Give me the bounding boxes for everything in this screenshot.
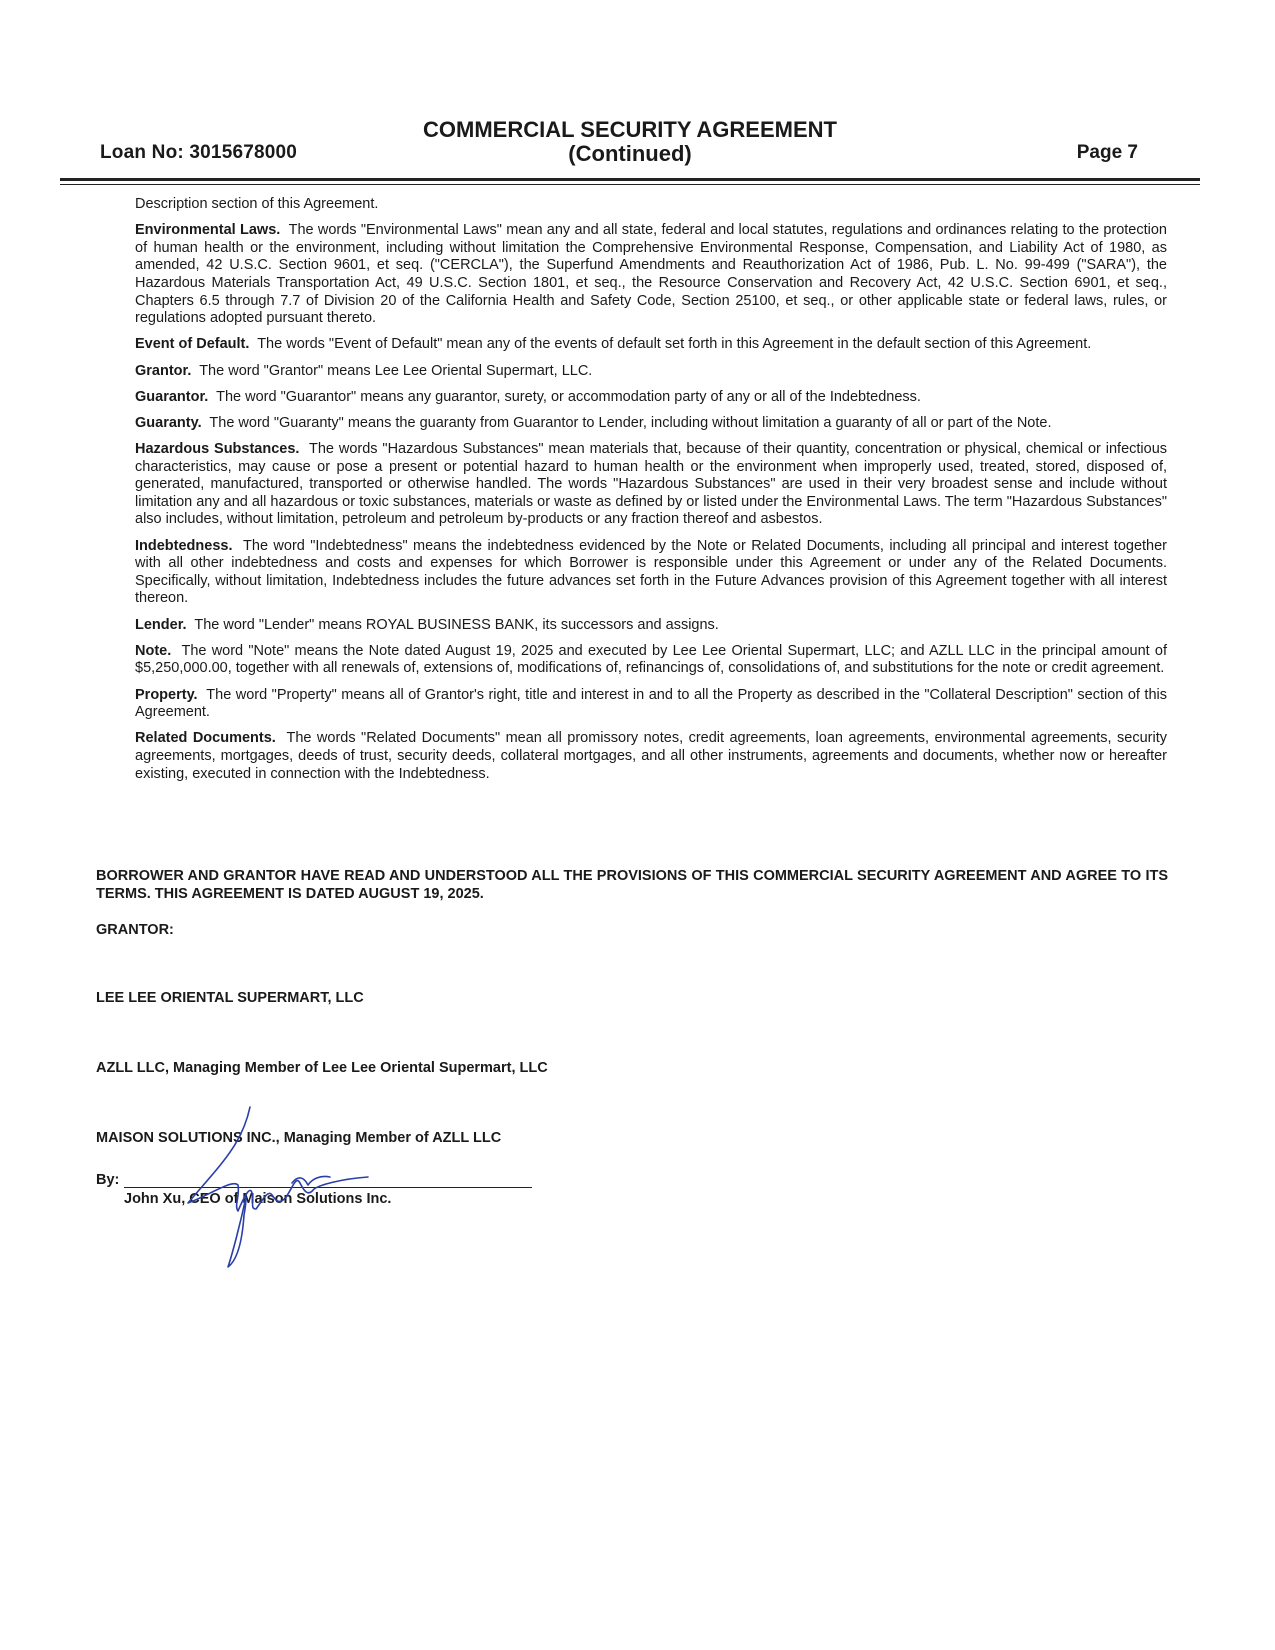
- grantor-label: GRANTOR:: [96, 922, 174, 938]
- definition-term: Related Documents.: [135, 730, 276, 747]
- document-title: [60, 118, 1200, 166]
- closing-statement: BORROWER AND GRANTOR HAVE READ AND UNDERSTOOD ALL THE PROVISIONS OF THIS COMMERCIAL SECURITY AGREEMENT AND AGREE TO ITS TERMS. THIS AGREEMENT IS DATED AUGUST 19, 2025.: [96, 868, 1168, 902]
- definition-term: Grantor.: [135, 362, 192, 379]
- page-number: Page 7: [1076, 142, 1138, 163]
- definition-event-of-default: [135, 336, 1167, 354]
- definition-text: The word "Guarantor" means any guarantor, surety, or accommodation party of any or all of the Indebtedness.: [216, 388, 921, 405]
- definition-text: The word "Note" means the Note dated August 19, 2025 and executed by Lee Lee Oriental Supermart, LLC; and AZLL LLC in the principal amount of $5,250,000.00, together with all renewals of, extensions of, modifications of, refinancings of, consolidations of, and substitutions for the note or credit agreement.: [135, 642, 1167, 677]
- definition-hazardous-substances: [135, 441, 1167, 529]
- definition-term: Property.: [135, 686, 198, 703]
- title-line-1: COMMERCIAL SECURITY AGREEMENT: [423, 117, 837, 142]
- definition-property: [135, 687, 1167, 722]
- definition-text: The words "Hazardous Substances" mean materials that, because of their quantity, concentration or physical, chemical or infectious characteristics, may cause or pose a present or potential hazard to human health or the environment when improperly used, treated, stored, disposed of, generated, manufactured, transported or otherwise handled. The words "Hazardous Substances" are used in their very broadest sense and include without limitation any and all hazardous or toxic substances, materials or waste as defined by or listed under the Environmental Laws. The term "Hazardous Substances" also includes, without limitation, petroleum and petroleum by-products or any fraction thereof and asbestos.: [135, 441, 1168, 528]
- definition-text: The word "Property" means all of Grantor's right, title and interest in and to all the Property as described in the "Collateral Description" section of this Agreement.: [135, 686, 1167, 721]
- definition-text: The word "Grantor" means Lee Lee Oriental Supermart, LLC.: [199, 362, 593, 379]
- definition-term: Indebtedness.: [135, 537, 233, 554]
- definition-term: Guaranty.: [135, 414, 202, 431]
- definition-term: Lender.: [135, 616, 187, 633]
- definition-term: Note.: [135, 642, 172, 659]
- handwritten-signature: [180, 1105, 380, 1275]
- title-line-2: (Continued): [568, 141, 692, 166]
- definition-guaranty: [135, 415, 1167, 433]
- definition-text: The words "Event of Default" mean any of the events of default set forth in this Agreement in the default section of this Agreement.: [257, 336, 1092, 353]
- definition-text: The words "Related Documents" mean all promissory notes, credit agreements, loan agreements, environmental agreements, security agreements, mortgages, deeds of trust, security deeds, collateral mortgages, and all other instruments, agreements and documents, whether now or hereafter existing, executed in connection with the Indebtedness.: [135, 730, 1167, 782]
- definition-text: The word "Guaranty" means the guaranty from Guarantor to Lender, including without limitation a guaranty of all or part of the Note.: [209, 414, 1052, 431]
- grantor-company-name: LEE LEE ORIENTAL SUPERMART, LLC: [96, 990, 364, 1006]
- definition-lender: [135, 617, 1167, 635]
- loan-number: Loan No: 3015678000: [100, 142, 298, 163]
- definitions-section: [135, 196, 1167, 792]
- definition-environmental-laws: [135, 222, 1167, 328]
- header-divider-thick: [60, 178, 1200, 181]
- definition-guarantor: [135, 389, 1167, 407]
- definition-term: Hazardous Substances.: [135, 441, 300, 458]
- by-label: By:: [96, 1172, 120, 1188]
- intro-text: Description section of this Agreement.: [135, 196, 379, 212]
- signature-stroke-main: [188, 1107, 368, 1211]
- definition-text: The word "Lender" means ROYAL BUSINESS BANK, its successors and assigns.: [194, 616, 719, 633]
- definition-text: The word "Indebtedness" means the indebtedness evidenced by the Note or Related Documents, including all principal and interest together with all other indebtedness and costs and expenses for which Borrower is responsible under this Agreement or under any of the Related Documents. Specifically, without limitation, Indebtedness includes the future advances set forth in the Future Advances provision of this Agreement together with all interest thereon.: [135, 537, 1167, 607]
- definition-term: Guarantor.: [135, 388, 209, 405]
- managing-member-azll: AZLL LLC, Managing Member of Lee Lee Oriental Supermart, LLC: [96, 1060, 548, 1076]
- definition-note: [135, 643, 1167, 678]
- page-header: [60, 112, 1200, 172]
- header-divider-thin: [60, 184, 1200, 185]
- definition-term: Event of Default.: [135, 336, 250, 353]
- definition-text: The words "Environmental Laws" mean any and all state, federal and local statutes, regulations and ordinances relating to the protection of human health or the environment, including without limitation the Comprehensive Environmental Response, Compensation, and Liability Act of 1980, as amended, 42 U.S.C. Section 9601, et seq. ("CERCLA"), the Superfund Amendments and Reauthorization Act of 1986, Pub. L. No. 99-499 ("SARA"), the Hazardous Materials Transportation Act, 49 U.S.C. Section 1801, et seq., the Resource Conservation and Recovery Act, 42 U.S.C. Section 6901, et seq., Chapters 6.5 through 7.7 of Division 20 of the California Health and Safety Code, Section 25100, et seq., or other applicable state or federal laws, rules, or regulations adopted pursuant thereto.: [135, 222, 1167, 327]
- definition-term: Environmental Laws.: [135, 222, 281, 239]
- definition-related-documents: [135, 730, 1167, 783]
- signer-name-title: John Xu, CEO of Maison Solutions Inc.: [124, 1191, 392, 1207]
- definition-grantor: [135, 363, 1167, 381]
- definition-indebtedness: [135, 538, 1167, 608]
- managing-member-maison: MAISON SOLUTIONS INC., Managing Member of AZLL LLC: [96, 1130, 502, 1146]
